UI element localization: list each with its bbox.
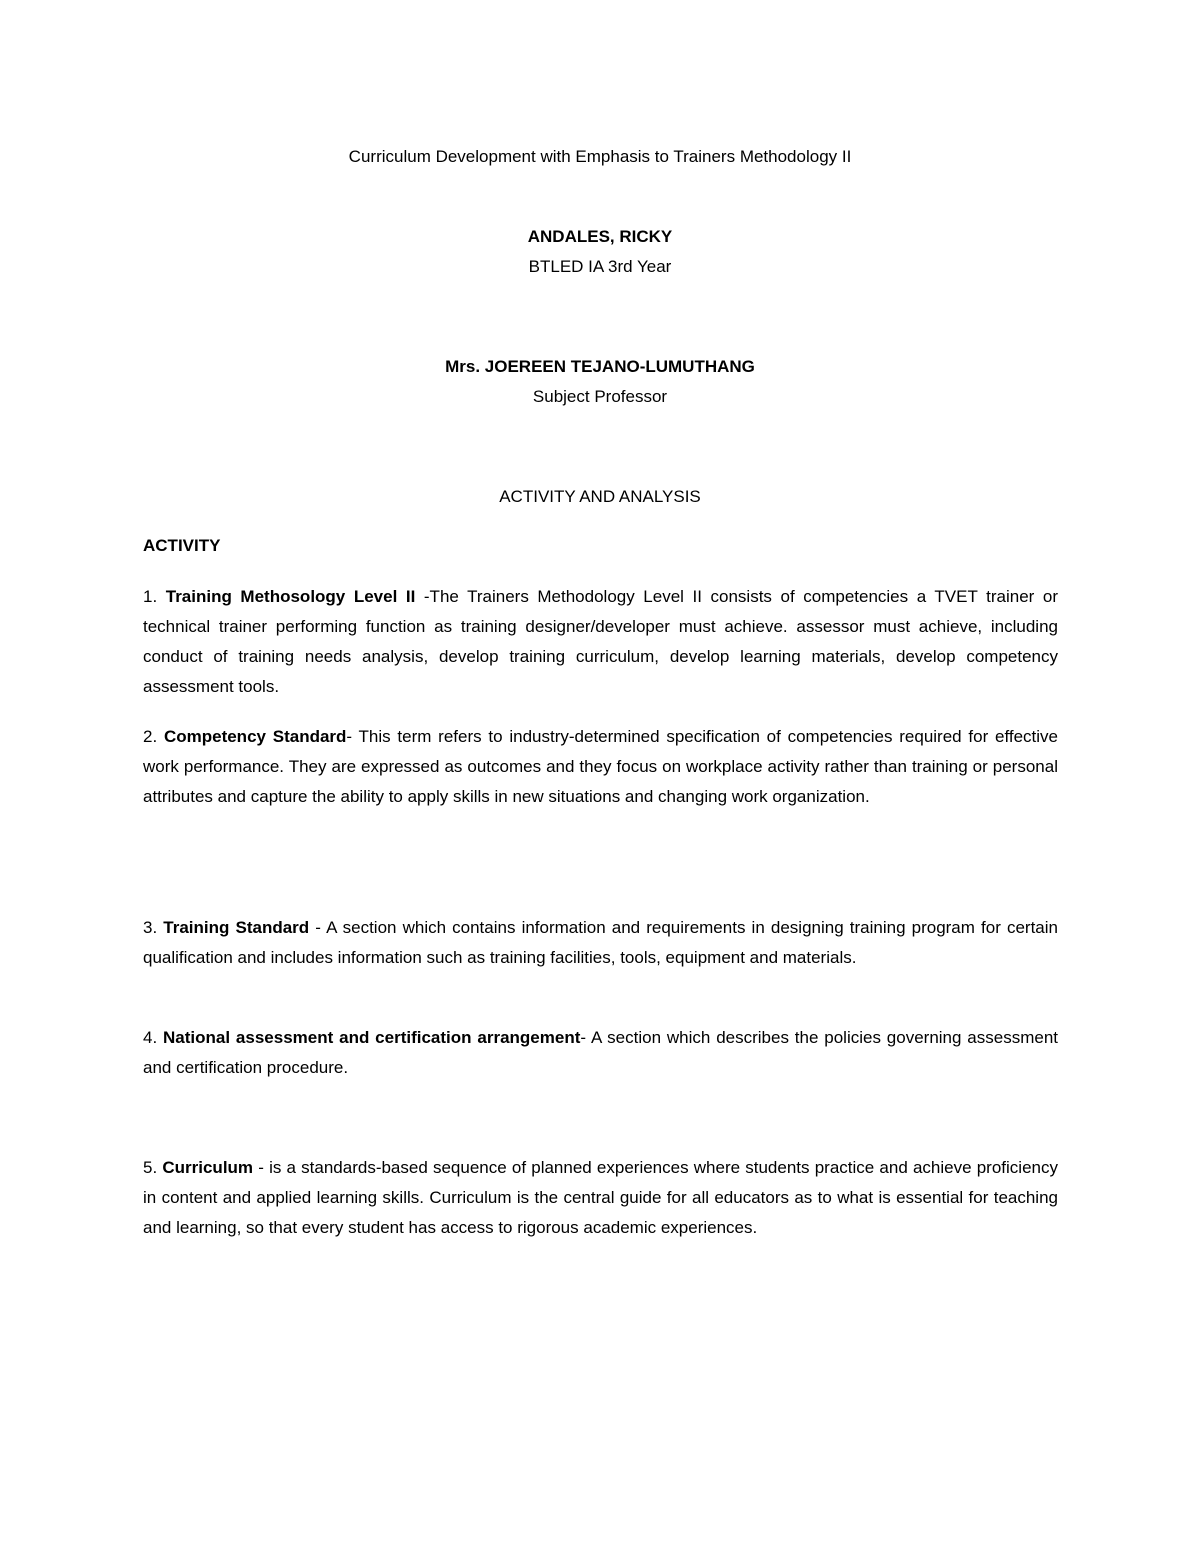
item-text: - is a standards-based sequence of planned experiences where students practice and achieve proficiency in content and applied learning skills. Curriculum is the central guide for all educators as to what is essential for teaching and learning, so that every student has access to rigorous academic experiences.	[143, 1158, 1058, 1237]
course-title: Curriculum Development with Emphasis to Trainers Methodology II	[348, 147, 852, 166]
professor-role: Subject Professor	[532, 387, 668, 406]
item-number: 5.	[143, 1158, 163, 1177]
item-term: Curriculum	[162, 1158, 254, 1177]
item-number: 4.	[143, 1028, 164, 1047]
student-program: BTLED IA 3rd Year	[528, 257, 672, 276]
section-title: ACTIVITY AND ANALYSIS	[499, 487, 701, 506]
definition-item-2	[143, 722, 1058, 812]
definition-item-1	[143, 582, 1058, 702]
definition-item-5	[143, 1153, 1058, 1243]
item-text: - This term refers to industry-determined specification of competencies required for effective work performance. They are expressed as outcomes and they focus on workplace activity rather than training or personal attributes and capture the ability to apply skills in new situations and changing work organization.	[143, 727, 1058, 806]
definition-item-3	[143, 913, 1058, 973]
item-text: -The Trainers Methodology Level II consists of competencies a TVET trainer or technical trainer performing function as training designer/developer must achieve. assessor must achieve, including conduct of training needs analysis, develop training curriculum, develop learning materials, develop competency assessment tools.	[143, 587, 1058, 696]
item-number: 3.	[143, 918, 164, 937]
item-term: Training Standard	[163, 918, 310, 937]
item-term: National assessment and certification arrangement	[163, 1028, 581, 1047]
item-text: - A section which describes the policies governing assessment and certification procedure.	[143, 1028, 1059, 1077]
item-term: Training Methosology Level II	[165, 587, 416, 606]
professor-name: Mrs. JOEREEN TEJANO-LUMUTHANG	[445, 357, 755, 376]
definition-item-4	[143, 1023, 1058, 1083]
item-term: Competency Standard	[163, 727, 347, 746]
activity-heading: ACTIVITY	[143, 536, 221, 555]
item-number: 2.	[143, 727, 164, 746]
student-name: ANDALES, RICKY	[527, 227, 673, 246]
item-text: - A section which contains information and requirements in designing training program for certain qualification and includes information such as training facilities, tools, equipment and materials.	[143, 918, 1058, 967]
item-number: 1.	[143, 587, 166, 606]
